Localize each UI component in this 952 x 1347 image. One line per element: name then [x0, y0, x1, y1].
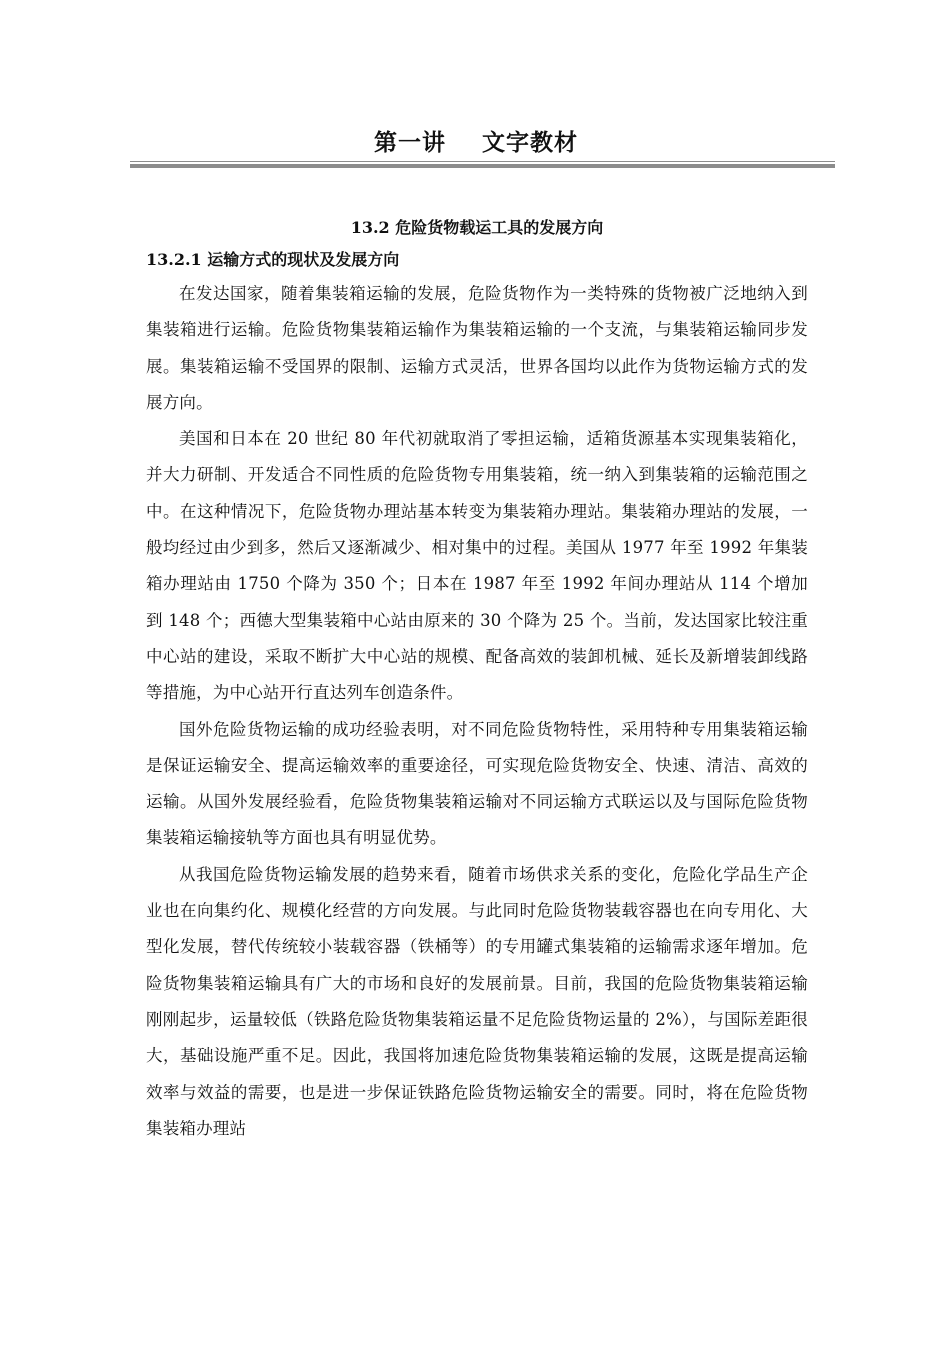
header-rule-thick — [130, 164, 835, 168]
document-body — [146, 212, 808, 1147]
paragraph-3: 国外危险货物运输的成功经验表明，对不同危险货物特性，采用特种专用集装箱运输是保证运输安全、提高运输效率的重要途径，可实现危险货物安全、快速、清洁、高效的运输。从国外发展经验看，危险货物集装箱运输对不同运输方式联运以及与国际危险货物集装箱运输接轨等方面也具有明显优势。 — [146, 719, 808, 848]
page-header-title: 第一讲 文字教材 — [373, 129, 579, 156]
subsection-heading: 13.2.1 运输方式的现状及发展方向 — [146, 250, 400, 269]
paragraph-4: 从我国危险货物运输发展的趋势来看，随着市场供求关系的变化，危险化学品生产企业也在向集约化、规模化经营的方向发展。与此同时危险货物装载容器也在向专用化、大型化发展，替代传统较小装载容器（铁桶等）的专用罐式集装箱的运输需求逐年增加。危险货物集装箱运输具有广大的市场和良好的发展前景。目前，我国的危险货物集装箱运输刚刚起步，运量较低（铁路危险货物集装箱运量不足危险货物运量的 2%），与国际差距很大，基础设施严重不足。因此，我国将加速危险货物集装箱运输的发展，这既是提高运输效率与效益的需要，也是进一步保证铁路危险货物运输安全的需要。同时，将在危险货物集装箱办理站 — [146, 864, 808, 1138]
header-rule-thin — [130, 161, 835, 162]
paragraph-2: 美国和日本在 20 世纪 80 年代初就取消了零担运输，适箱货源基本实现集装箱化，并大力研制、开发适合不同性质的危险货物专用集装箱，统一纳入到集装箱的运输范围之中。在这种情况下，危险货物办理站基本转变为集装箱办理站。集装箱办理站的发展，一般均经过由少到多，然后又逐渐减少、相对集中的过程。美国从 1977 年至 1992 年集装箱办理站由 1750 个降为 350 个；日本在 1987 年至 1992 年间办理站从 114 个增加到 148 个；西德大型集装箱中心站由原来的 30 个降为 25 个。当前，发达国家比较注重中心站的建设，采取不断扩大中心站的规模、配备高效的装卸机械、延长及新增装卸线路等措施，为中心站开行直达列车创造条件。 — [146, 429, 808, 703]
paragraph-1: 在发达国家，随着集装箱运输的发展，危险货物作为一类特殊的货物被广泛地纳入到集装箱进行运输。危险货物集装箱运输作为集装箱运输的一个支流，与集装箱运输同步发展。集装箱运输不受国界的限制、运输方式灵活，世界各国均以此作为货物运输方式的发展方向。 — [146, 284, 808, 412]
section-heading: 13.2 危险货物载运工具的发展方向 — [350, 218, 604, 237]
